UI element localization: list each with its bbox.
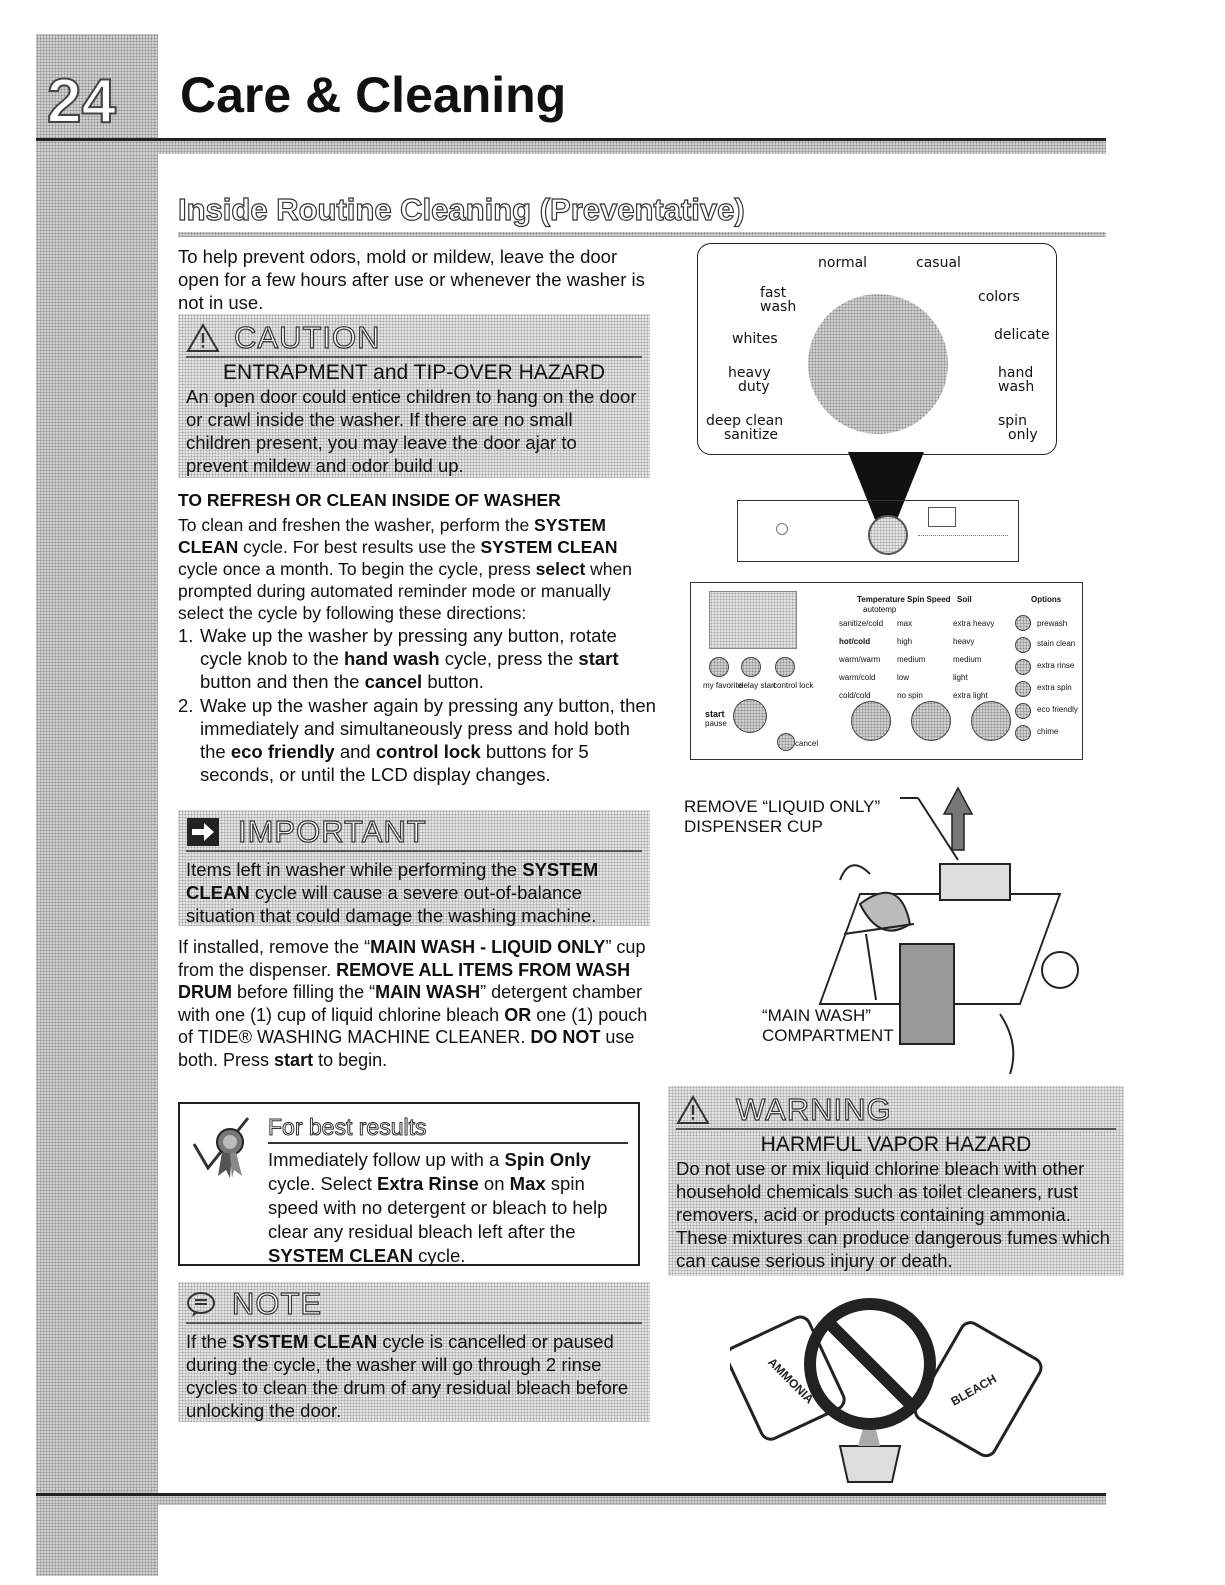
refresh-heading: TO REFRESH OR CLEAN INSIDE OF WASHER <box>178 490 561 510</box>
panel-soil-option: extra heavy <box>953 619 995 628</box>
cycle-knob <box>808 294 948 434</box>
important-rule <box>186 850 642 852</box>
panel-autotemp: autotemp <box>863 605 897 614</box>
panel-extra-option: stain clean <box>1037 639 1076 648</box>
caution-box <box>178 314 650 478</box>
panel-extra-option: chime <box>1037 727 1059 736</box>
important-title: IMPORTANT <box>238 814 427 849</box>
spin-speed-button[interactable] <box>911 701 951 741</box>
footer-rule <box>36 1493 1106 1505</box>
dial-label-whites: whites <box>732 331 778 347</box>
cancel-button[interactable] <box>777 733 795 751</box>
stain-clean-button[interactable] <box>1015 637 1031 653</box>
note-text: If the SYSTEM CLEAN cycle is cancelled or paused during the cycle, the washer will go through 2 rinse cycles to clean the drum of any residual bleach before unlocking the door. <box>186 1331 629 1421</box>
header-rule <box>36 138 1106 154</box>
caution-subtitle: ENTRAPMENT and TIP-OVER HAZARD <box>223 361 605 384</box>
panel-soil-option: extra light <box>953 691 988 700</box>
dial-label-fast: fast <box>760 285 787 301</box>
warning-text: Do not use or mix liquid chlorine bleach with other household chemicals such as toilet cleaners, rust removers, acid or products containing ammonia. These mixtures can produce dangerous fumes which can cause serious injury or death. <box>676 1158 1110 1271</box>
delay-start-button[interactable] <box>741 657 761 677</box>
ribbon-check-icon <box>190 1114 260 1184</box>
panel-speed-option: no spin <box>897 691 923 700</box>
delay-start-label: delay start <box>739 681 776 690</box>
chime-button[interactable] <box>1015 725 1031 741</box>
warning-subtitle: HARMFUL VAPOR HAZARD <box>760 1133 1032 1156</box>
best-results-title: For best results <box>268 1114 427 1140</box>
panel-temp-option: warm/warm <box>839 655 881 664</box>
main-wash-line1: “MAIN WASH” <box>762 1006 871 1025</box>
note-rule <box>186 1322 642 1324</box>
warning-triangle-icon <box>676 1095 710 1125</box>
note-box <box>178 1282 650 1422</box>
temperature-button[interactable] <box>851 701 891 741</box>
caution-text: An open door could entice children to hang on the door or crawl inside the washer. If there are no small children present, you may leave the door ajar to prevent mildew and odor build up. <box>186 386 637 476</box>
dial-label-duty: duty <box>738 379 770 395</box>
panel-temp-option: warm/cold <box>839 673 876 682</box>
dial-label-normal: normal <box>818 255 868 271</box>
panel-header-spin-speed: Spin Speed <box>907 595 951 604</box>
page-number: 24 <box>47 67 116 136</box>
bleach-instructions: If installed, remove the “MAIN WASH - LIQUID ONLY” cup from the dispenser. REMOVE ALL ITEMS FROM WASH DRUM before filling the “MAIN WASH” detergent chamber with one (1) cup of liquid chlorine bleach OR one (1) pouch of TIDE® WASHING MACHINE CLEANER. DO NOT use both. Press start to begin. <box>178 937 648 1070</box>
warning-triangle-icon <box>186 323 220 353</box>
caution-title: CAUTION <box>234 320 381 355</box>
soil-button[interactable] <box>971 701 1011 741</box>
section-rule <box>178 232 1106 237</box>
panel-header-temperature: Temperature <box>857 595 905 604</box>
dial-label-spin: spin <box>998 413 1027 429</box>
dial-label-hand: hand <box>998 365 1034 381</box>
panel-soil-option: light <box>953 673 968 682</box>
remove-cup-label <box>684 797 880 837</box>
main-wash-label <box>762 1006 894 1046</box>
best-results-box <box>178 1102 640 1266</box>
dial-label-only: only <box>1008 427 1038 443</box>
panel-extra-option: prewash <box>1037 619 1068 628</box>
list-item: 1. Wake up the washer by pressing any button, rotate cycle knob to the hand wash cycle, press the start button and then the cancel button. <box>178 625 619 692</box>
list-item: 2. Wake up the washer again by pressing any button, then immediately and simultaneously press and hold both the eco friendly and control lock buttons for 5 seconds, or until the LCD display changes. <box>178 695 656 785</box>
start-label: start <box>705 709 725 719</box>
no-mixing-illustration <box>730 1296 1050 1486</box>
ammonia-label: AMMONIA <box>765 1355 817 1407</box>
dial-label-hand-wash: wash <box>998 379 1035 395</box>
control-panel-detail <box>690 582 1083 760</box>
section-title: Inside Routine Cleaning (Preventative) <box>178 192 745 227</box>
control-lock-button[interactable] <box>775 657 795 677</box>
refresh-text: To clean and freshen the washer, perform the SYSTEM CLEAN cycle. For best results use the SYSTEM CLEAN cycle once a month. To begin the cycle, press select when prompted during automated reminder mode or manually select the cycle by following these directions: <box>178 515 632 623</box>
panel-temp-option: hot/cold <box>839 637 871 646</box>
pause-label: pause <box>705 719 727 728</box>
arrow-right-icon <box>186 817 220 847</box>
extra-spin-button[interactable] <box>1015 681 1031 697</box>
dial-label-casual: casual <box>916 255 961 271</box>
dial-label-heavy: heavy <box>728 365 771 381</box>
panel-extra-option: extra rinse <box>1037 661 1075 670</box>
panel-extra-option: eco friendly <box>1037 705 1078 714</box>
bleach-label: BLEACH <box>948 1371 999 1409</box>
warning-box <box>668 1086 1124 1276</box>
my-favorite-label: my favorite <box>703 681 743 690</box>
important-text: Items left in washer while performing the SYSTEM CLEAN cycle will cause a severe out-of-balance situation that could damage the washing machine. <box>186 859 599 926</box>
extra-rinse-button[interactable] <box>1015 659 1031 675</box>
panel-header-soil: Soil <box>957 595 972 604</box>
dial-label-deep-clean: deep clean <box>706 413 784 429</box>
note-icon <box>186 1291 216 1317</box>
page-title: Care & Cleaning <box>180 67 567 123</box>
panel-temp-option: cold/cold <box>839 691 871 700</box>
important-box <box>178 810 650 926</box>
control-lock-label: control lock <box>773 681 814 690</box>
panel-temp-option: sanitize/cold <box>839 619 884 628</box>
panel-soil-option: medium <box>953 655 982 664</box>
dial-label-sanitize: sanitize <box>724 427 778 443</box>
dial-label-wash: wash <box>760 299 797 315</box>
control-panel-overview <box>737 500 1019 562</box>
remove-cup-line2: DISPENSER CUP <box>684 817 823 836</box>
panel-speed-option: low <box>897 673 910 682</box>
panel-speed-option: max <box>897 619 913 628</box>
best-results-text: Immediately follow up with a Spin Only cycle. Select Extra Rinse on Max spin speed with no detergent or bleach to help clear any residual bleach left after the SYSTEM CLEAN cycle. <box>268 1149 608 1266</box>
panel-speed-option: medium <box>897 655 926 664</box>
warning-rule <box>676 1128 1116 1130</box>
panel-extra-option: extra spin <box>1037 683 1072 692</box>
my-favorite-button[interactable] <box>709 657 729 677</box>
panel-speed-option: high <box>897 637 913 646</box>
best-results-rule <box>268 1142 628 1144</box>
page-sidebar <box>36 34 158 1576</box>
remove-cup-line1: REMOVE “LIQUID ONLY” <box>684 797 881 816</box>
cancel-label: cancel <box>795 739 819 748</box>
intro-text: To help prevent odors, mold or mildew, leave the door open for a few hours after use or whenever the washer is not in use. <box>178 246 645 313</box>
lcd-display <box>709 591 797 649</box>
warning-title: WARNING <box>736 1092 892 1127</box>
panel-header-options: Options <box>1031 595 1062 604</box>
eco-friendly-button[interactable] <box>1015 703 1031 719</box>
main-wash-line2: COMPARTMENT <box>762 1026 894 1045</box>
note-title: NOTE <box>232 1286 323 1321</box>
dial-label-colors: colors <box>978 289 1020 305</box>
caution-rule <box>186 356 642 358</box>
steps-list <box>178 624 656 787</box>
dial-label-delicate: delicate <box>994 327 1050 343</box>
cycle-dial-diagram <box>697 243 1057 455</box>
prewash-button[interactable] <box>1015 615 1031 631</box>
start-pause-button[interactable] <box>733 699 767 733</box>
panel-soil-option: heavy <box>953 637 975 646</box>
